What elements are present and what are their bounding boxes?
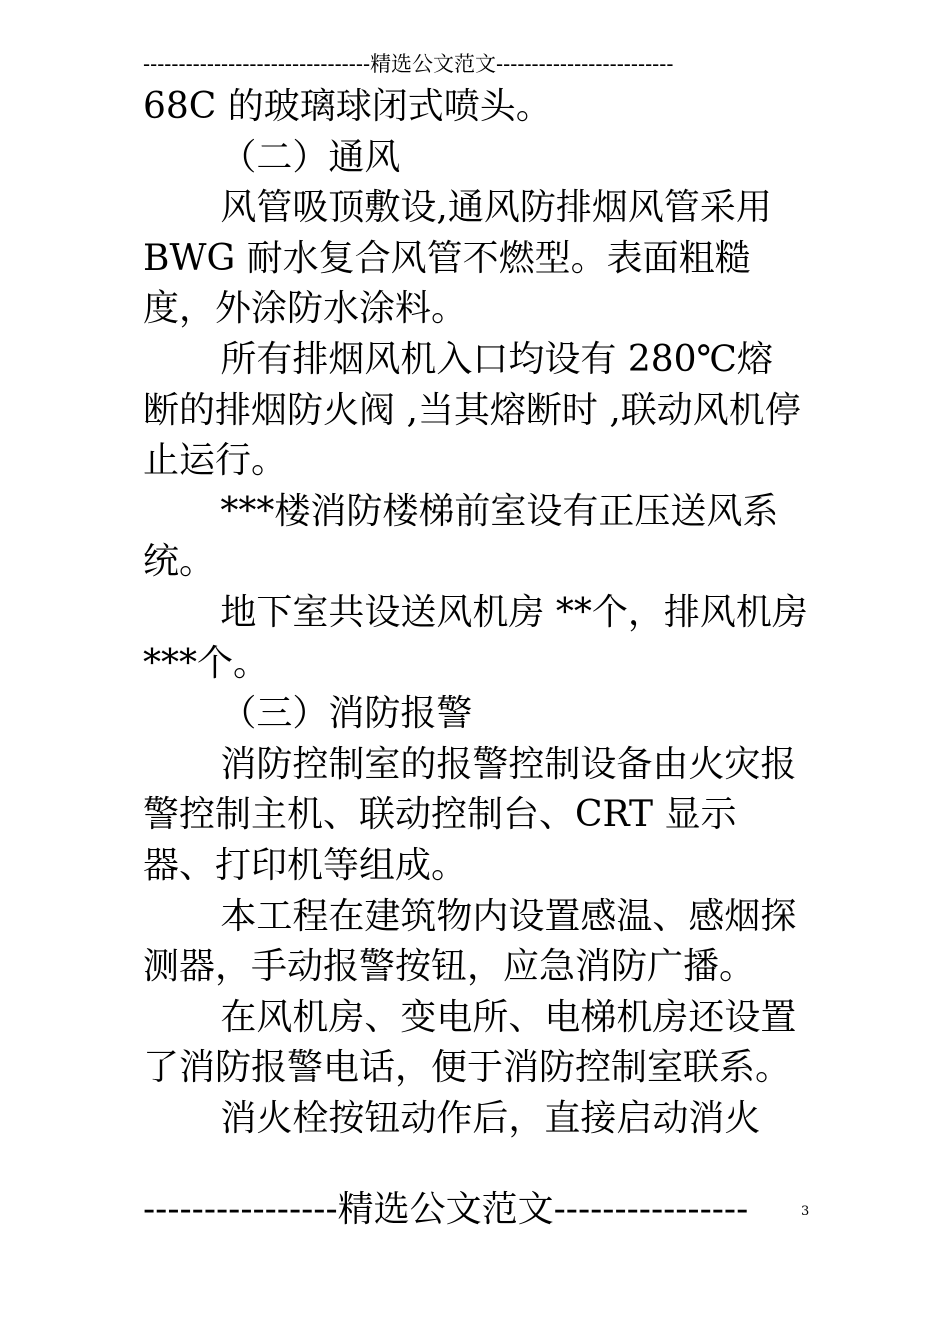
paragraph: 在风机房、变电所、电梯机房还设置了消防报警电话，便于消防控制室联系。 bbox=[143, 996, 797, 1089]
paragraph: 消火栓按钮动作后，直接启动消火 bbox=[220, 1097, 761, 1139]
paragraph: 风管吸顶敷设,通风防排烟风管采用 BWG 耐水复合风管不燃型。表面粗糙度，外涂防水涂料。 bbox=[143, 187, 772, 330]
paragraph: 本工程在建筑物内设置感温、感烟探测器，手动报警按钮，应急消防广播。 bbox=[143, 895, 797, 988]
section-heading-fire-alarm: （三）消防报警 bbox=[220, 693, 473, 735]
section-heading-ventilation: （二）通风 bbox=[220, 136, 401, 178]
paragraph: 地下室共设送风机房 **个，排风机房***个。 bbox=[143, 591, 808, 684]
page-number: 3 bbox=[801, 1204, 810, 1219]
paragraph: 消防控制室的报警控制设备由火灾报警控制主机、联动控制台、CRT 显示器、打印机等组成。 bbox=[143, 743, 797, 886]
document-body bbox=[143, 82, 808, 1144]
page-header: --------------------------------精选公文范文------------------------- bbox=[143, 52, 674, 76]
page-footer: ----------------精选公文范文---------------- bbox=[143, 1189, 749, 1230]
paragraph: ***楼消防楼梯前室设有正压送风系统。 bbox=[143, 490, 779, 583]
paragraph-continuation: 68C 的玻璃球闭式喷头。 bbox=[143, 86, 552, 127]
paragraph: 所有排烟风机入口均设有 280℃熔断的排烟防火阀 ,当其熔断时 ,联动风机停止运行。 bbox=[143, 338, 801, 482]
